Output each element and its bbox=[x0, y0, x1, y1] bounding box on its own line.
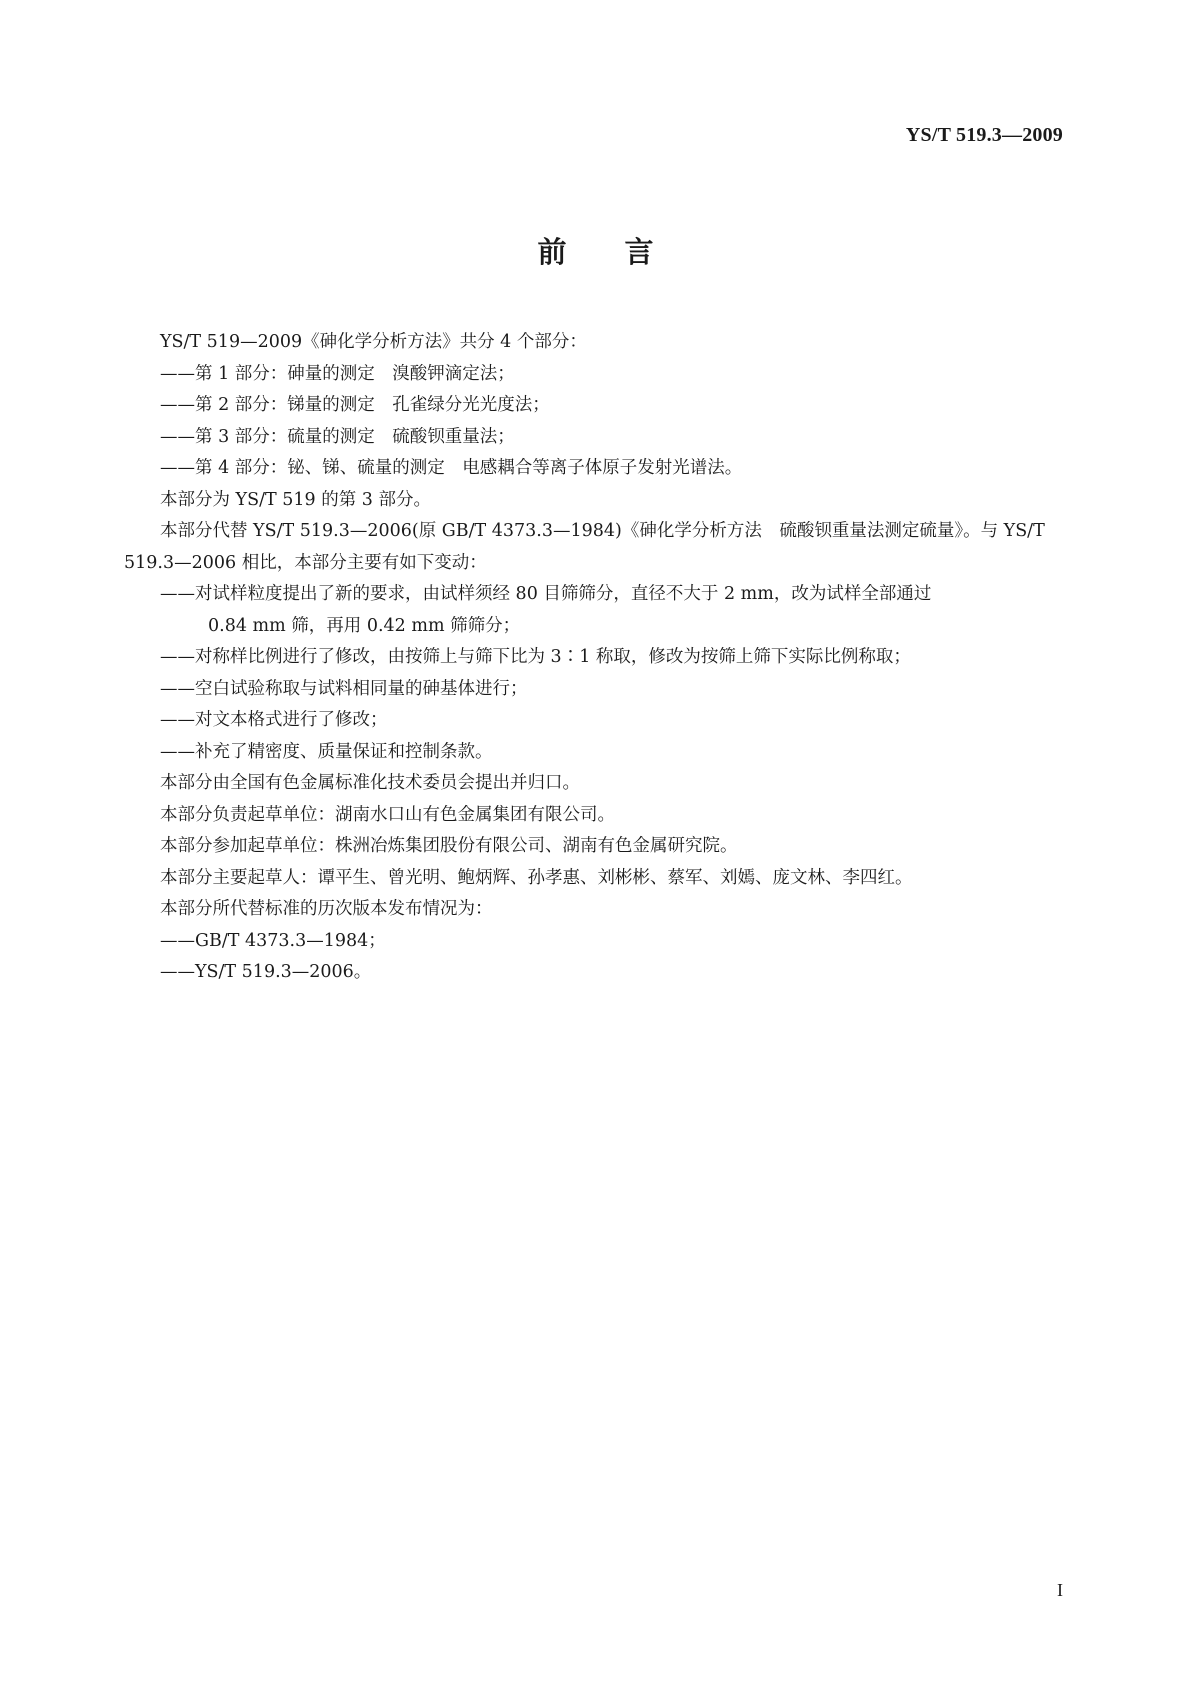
history-statement: 本部分所代替标准的历次版本发布情况为： bbox=[160, 899, 493, 919]
part-list-item: ——第 1 部分：砷量的测定 溴酸钾滴定法； bbox=[160, 363, 515, 384]
part-list-item: ——第 2 部分：锑量的测定 孔雀绿分光光度法； bbox=[160, 395, 550, 415]
page-title bbox=[0, 230, 1191, 271]
history-list-item: ——GB/T 4373.3—1984； bbox=[160, 930, 386, 951]
title-char-1: 前 bbox=[537, 235, 567, 269]
page-number: I bbox=[1057, 1580, 1063, 1600]
part-list-item: ——第 3 部分：硫量的测定 硫酸钡重量法； bbox=[160, 426, 515, 447]
proposer-statement: 本部分由全国有色金属标准化技术委员会提出并归口。 bbox=[160, 773, 580, 793]
history-list-item: ——YS/T 519.3—2006。 bbox=[160, 962, 372, 982]
drafting-unit-statement: 本部分负责起草单位：湖南水口山有色金属集团有限公司。 bbox=[160, 804, 615, 825]
part-list-item: ——第 4 部分：铋、锑、硫量的测定 电感耦合等离子体原子发射光谱法。 bbox=[160, 458, 743, 478]
change-list-item: ——对试样粒度提出了新的要求，由试样须经 80 目筛筛分，直径不大于 2 mm，改为试样全部通过 bbox=[160, 584, 932, 604]
part-statement: 本部分为 YS/T 519 的第 3 部分。 bbox=[160, 489, 431, 510]
replacement-statement: 本部分代替 YS/T 519.3—2006(原 GB/T 4373.3—1984)《砷化学分析方法 硫酸钡重量法测定硫量》。与 YS/T 519.3—2006 相比，本部分主要有如下变动： bbox=[124, 521, 1045, 573]
change-list-item-continued: 0.84 mm 筛，再用 0.42 mm 筛筛分； bbox=[208, 615, 521, 636]
change-list-item: ——对称样比例进行了修改，由按筛上与筛下比为 3∶1 称取，修改为按筛上筛下实际比例称取； bbox=[160, 647, 911, 667]
change-list-item: ——补充了精密度、质量保证和控制条款。 bbox=[160, 741, 493, 762]
title-char-2: 言 bbox=[624, 235, 654, 269]
foreword-body bbox=[124, 327, 1064, 989]
change-list-item: ——对文本格式进行了修改； bbox=[160, 710, 388, 730]
change-list-item: ——空白试验称取与试料相同量的砷基体进行； bbox=[160, 678, 528, 699]
standard-code: YS/T 519.3—2009 bbox=[905, 124, 1063, 146]
intro-paragraph: YS/T 519—2009《砷化学分析方法》共分 4 个部分： bbox=[160, 332, 587, 352]
drafters-statement: 本部分主要起草人：谭平生、曾光明、鲍炳辉、孙孝惠、刘彬彬、蔡军、刘嫣、庞文林、李四红。 bbox=[160, 867, 913, 888]
participating-units-statement: 本部分参加起草单位：株洲冶炼集团股份有限公司、湖南有色金属研究院。 bbox=[160, 836, 738, 856]
